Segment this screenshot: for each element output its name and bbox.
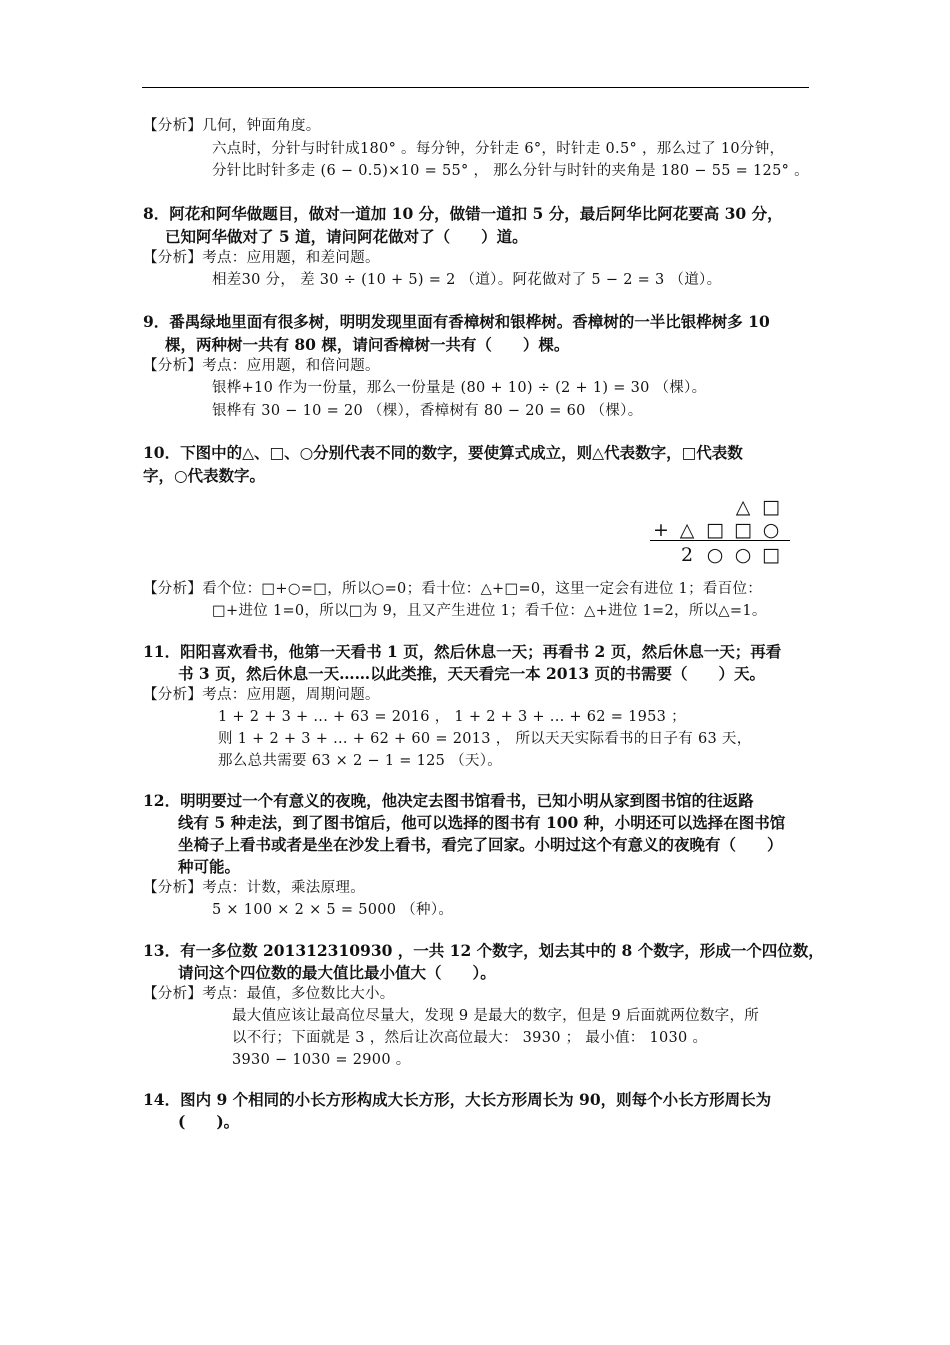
question-10-line-2: 字，○代表数字。 [143,466,266,485]
puzzle-cell: □ [762,496,780,518]
question-12-line-2: 线有 5 种走法，到了图书馆后，他可以选择的图书有 100 种，小明还可以选择在图书馆 [178,813,786,832]
puzzle-sum-line [650,540,790,541]
addition-puzzle [650,496,800,568]
question-8-line-1: 8．阿花和阿华做题目，做对一道加 10 分，做错一道扣 5 分，最后阿华比阿花要高 30 分， [143,204,783,223]
question-8-line-2: 已知阿华做对了 5 道，请问阿花做对了（ ）道。 [165,227,528,246]
analysis-7-line-1: 六点时，分针与时针成180° 。每分钟，分针走 6°，时针走 0.5° ，那么过了 10分钟， [212,141,785,157]
puzzle-plus-sign: + [653,519,669,541]
analysis-12-line-1: 5 × 100 × 2 × 5 = 5000 （种）。 [212,902,454,918]
analysis-12-label: 【分析】考点：计数，乘法原理。 [143,880,365,896]
question-12-line-4: 种可能。 [178,857,241,876]
analysis-11-line-3: 那么总共需要 63 × 2 − 1 = 125 （天）。 [218,753,503,769]
question-13-line-2: 请问这个四位数的最大值比最小值大（ ）。 [178,963,496,982]
question-12-line-1: 12．明明要过一个有意义的夜晚，他决定去图书馆看书，已知小明从家到图书馆的往返路 [143,791,754,810]
analysis-13-line-1: 最大值应该让最高位尽量大，发现 9 是最大的数字，但是 9 后面就两位数字，所 [232,1008,760,1024]
analysis-13-line-3: 3930 − 1030 = 2900 。 [232,1052,411,1068]
analysis-11-label: 【分析】考点：应用题，周期问题。 [143,687,380,703]
puzzle-cell: 2 [680,544,694,566]
question-10-line-1: 10．下图中的△、□、○分别代表不同的数字，要使算式成立，则△代表数字，□代表数 [143,443,743,462]
header-rule [142,87,809,88]
question-9-line-2: 棵，两种树一共有 80 棵，请问香樟树一共有（ ）棵。 [165,335,570,354]
analysis-7-line-2: 分针比时针多走 (6 − 0.5)×10 = 55° ， 那么分针与时针的夹角是 180 − 55 = 125° 。 [212,163,809,179]
question-14-line-2: ( )。 [178,1112,240,1131]
question-14-line-1: 14．图内 9 个相同的小长方形构成大长方形，大长方形周长为 90，则每个小长方形周长为 [143,1090,772,1109]
analysis-7-label: 【分析】几何，钟面角度。 [143,118,321,134]
puzzle-cell: ○ [762,519,780,541]
analysis-13-line-2: 以不行；下面就是 3 ，然后让次高位最大： 3930 ； 最小值： 1030 。 [232,1030,708,1046]
puzzle-cell: △ [679,519,695,541]
analysis-13-label: 【分析】考点：最值，多位数比大小。 [143,986,395,1002]
puzzle-cell: □ [706,519,724,541]
puzzle-cell: □ [734,519,752,541]
analysis-11-line-2: 则 1 + 2 + 3 + ... + 62 + 60 = 2013 ， 所以天天实际看书的日子有 63 天， [218,731,752,747]
puzzle-cell: △ [735,496,751,518]
question-9-line-1: 9．番禺绿地里面有很多树，明明发现里面有香樟树和银桦树。香樟树的一半比银桦树多 10 [143,312,770,331]
analysis-10-line-1: 【分析】看个位：□+○=□，所以○=0；看十位：△+□=0，这里一定会有进位 1；看百位： [143,581,763,597]
question-11-line-1: 11．阳阳喜欢看书，他第一天看书 1 页，然后休息一天；再看书 2 页，然后休息一天；再看 [143,642,782,661]
analysis-10-line-2: □+进位 1=0，所以□为 9，且又产生进位 1；看千位：△+进位 1=2，所以△=1。 [212,603,767,619]
analysis-11-line-1: 1 + 2 + 3 + ... + 63 = 2016 ， 1 + 2 + 3 + ... + 62 = 1953 ； [218,709,686,725]
puzzle-cell: ○ [706,544,724,566]
analysis-9-label: 【分析】考点：应用题，和倍问题。 [143,358,380,374]
analysis-9-line-1: 银桦+10 作为一份量，那么一份量是 (80 + 10) ÷ (2 + 1) = 30 （棵）。 [212,380,707,396]
analysis-9-line-2: 银桦有 30 − 10 = 20 （棵），香樟树有 80 − 20 = 60 （棵）。 [212,403,643,419]
question-13-line-1: 13．有一多位数 201312310930 ，一共 12 个数字，划去其中的 8 个数字，形成一个四位数， [143,941,824,960]
analysis-8-label: 【分析】考点：应用题，和差问题。 [143,250,380,266]
puzzle-row-addend-1 [650,496,800,518]
question-11-line-2: 书 3 页，然后休息一天……以此类推，天天看完一本 2013 页的书需要（ ）天。 [178,664,766,683]
analysis-8-line-1: 相差30 分， 差 30 ÷ (10 + 5) = 2 （道）。阿花做对了 5 − 2 = 3 （道）。 [212,272,722,288]
puzzle-cell: ○ [734,544,752,566]
puzzle-cell: □ [762,544,780,566]
puzzle-row-sum [650,544,800,566]
puzzle-row-addend-2 [650,519,800,541]
question-12-line-3: 坐椅子上看书或者是坐在沙发上看书，看完了回家。小明过这个有意义的夜晚有（ ） [178,835,783,854]
